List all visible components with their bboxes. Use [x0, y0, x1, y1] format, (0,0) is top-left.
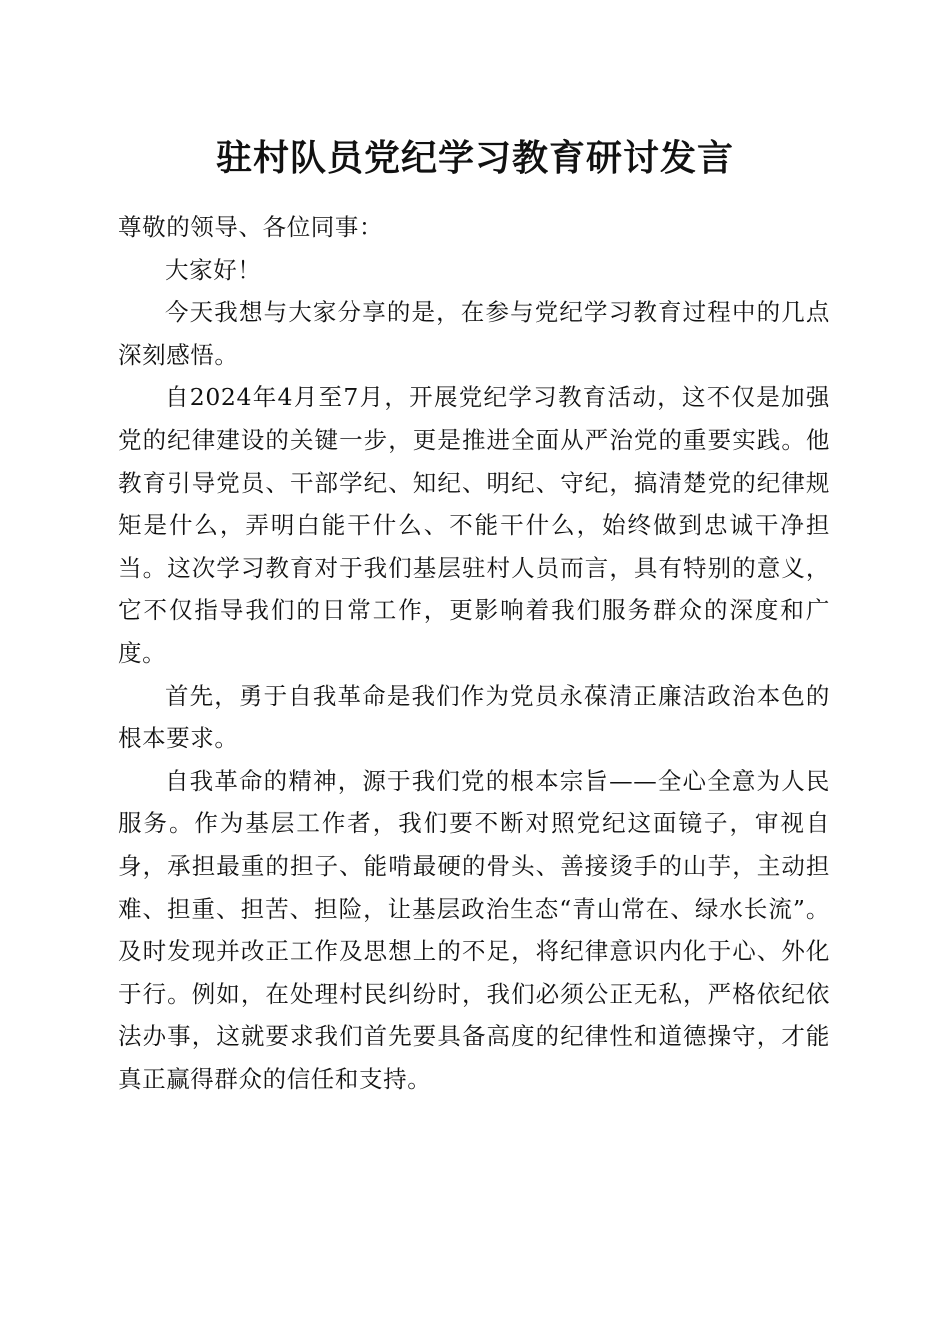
document-title: 驻村队员党纪学习教育研讨发言 [215, 137, 734, 179]
greeting: 大家好！ [165, 255, 262, 284]
paragraph-intro: 今天我想与大家分享的是，在参与党纪学习教育过程中的几点深刻感悟。 [118, 298, 830, 369]
paragraph-background: 自2024年4月至7月，开展党纪学习教育活动，这不仅是加强党的纪律建设的关键一步，更是推进全面从严治党的重要实践。他教育引导党员、干部学纪、知纪、明纪、守纪，搞清楚党的纪律规矩是什么，弄明白能干什么、不能干什么，始终做到忠诚干净担当。这次学习教育对于我们基层驻村人员而言，具有特别的意义，它不仅指导我们的日常工作，更影响着我们服务群众的深度和广度。 [118, 383, 830, 667]
paragraph-first-point: 首先，勇于自我革命是我们作为党员永葆清正廉洁政治本色的根本要求。 [118, 681, 830, 753]
paragraph-self-revolution: 自我革命的精神，源于我们党的根本宗旨——全心全意为人民服务。作为基层工作者，我们要不断对照党纪这面镜子，审视自身，承担最重的担子、能啃最硬的骨头、善接烫手的山芋，主动担难、担重、担苦、担险，让基层政治生态“青山常在、绿水长流”。及时发现并改正工作及思想上的不足，将纪律意识内化于心、外化于行。例如，在处理村民纠纷时，我们必须公正无私，严格依纪依法办事，这就要求我们首先要具备高度的纪律性和道德操守，才能真正赢得群众的信任和支持。 [118, 766, 830, 1093]
salutation: 尊敬的领导、各位同事： [118, 213, 384, 241]
document-body [118, 206, 830, 1100]
